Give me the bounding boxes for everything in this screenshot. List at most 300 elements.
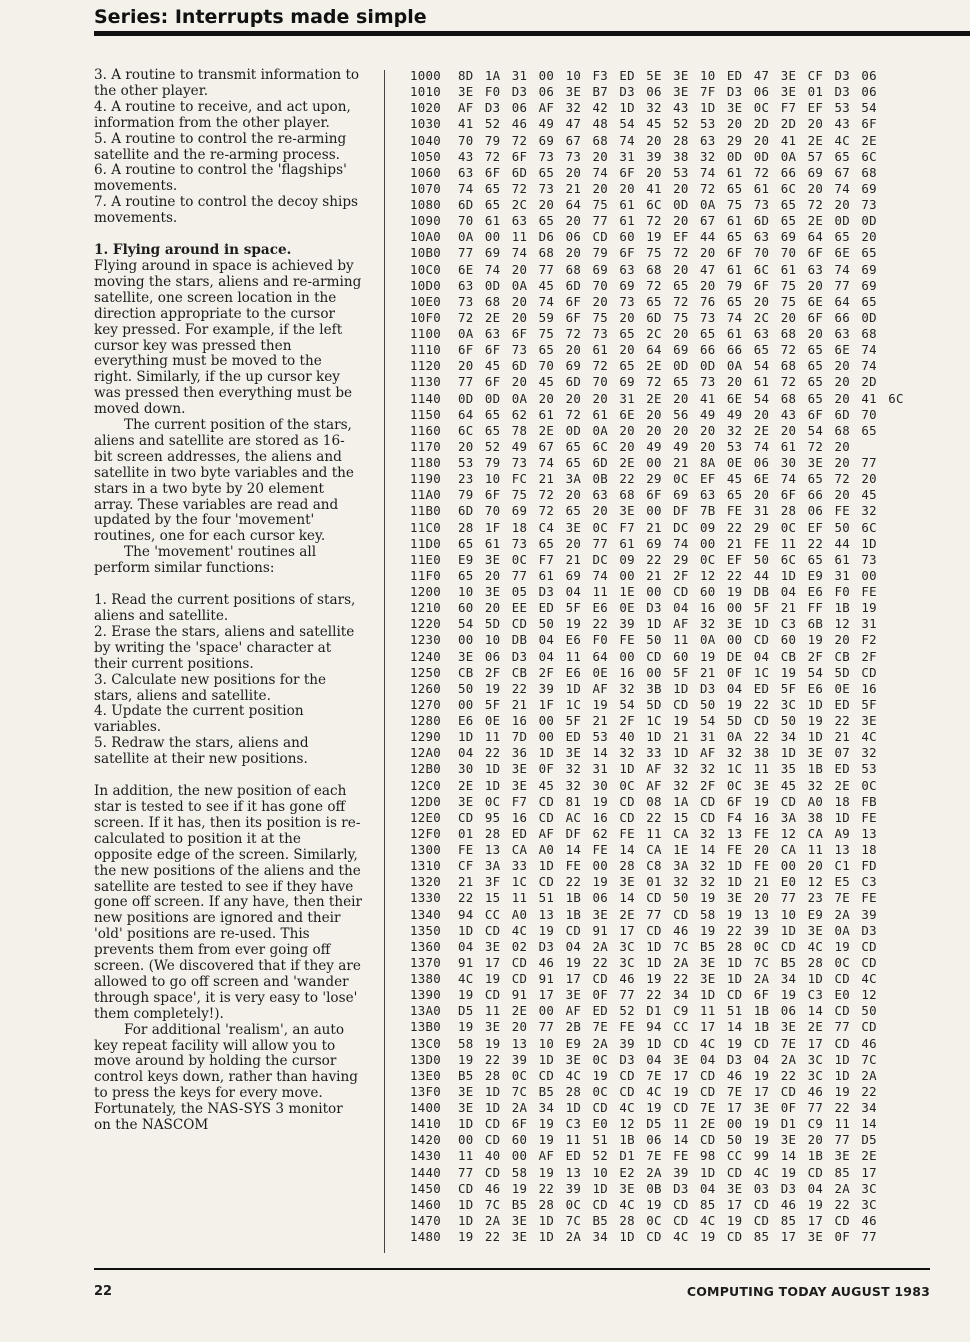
hex-byte: 6F	[565, 309, 582, 325]
hex-byte: ED	[726, 68, 743, 83]
hex-byte: 6D	[565, 277, 582, 293]
hex-byte: 17	[700, 1019, 716, 1035]
hex-row	[410, 697, 935, 713]
hex-byte: 65	[807, 358, 824, 374]
hex-byte: 67	[538, 438, 555, 454]
hex-address: 11B0	[410, 503, 442, 519]
hex-byte: 74	[834, 180, 850, 196]
hex-byte: 22	[726, 567, 743, 583]
hex-byte: DB	[753, 584, 770, 599]
hex-row	[410, 1213, 935, 1229]
hex-byte: 49	[700, 406, 716, 422]
hex-byte: 06	[753, 84, 770, 100]
hex-byte: 73	[458, 293, 474, 309]
hex-byte: 45	[780, 777, 797, 793]
hex-byte: 65	[753, 342, 770, 358]
hex-byte: 00	[511, 1148, 528, 1164]
hex-byte: 54	[458, 616, 474, 632]
hex-byte: 19	[780, 987, 797, 1003]
hex-byte: D3	[834, 84, 850, 100]
hex-byte: 65	[780, 197, 797, 212]
hex-row	[410, 1165, 935, 1181]
hex-byte: 79	[484, 132, 501, 148]
hex-byte: ED	[565, 729, 582, 745]
hex-address: 1350	[410, 922, 442, 938]
hex-byte: 30	[780, 455, 797, 470]
hex-byte: A0	[807, 793, 824, 809]
hex-byte: 2E	[646, 358, 662, 374]
hex-byte: 50	[726, 1132, 743, 1148]
hex-byte: 0A	[592, 422, 608, 438]
hex-byte: 20	[700, 245, 716, 261]
hex-byte: 69	[646, 535, 662, 551]
hex-byte: CD	[458, 809, 474, 825]
hex-byte: 04	[565, 584, 582, 599]
hex-byte: CD	[834, 1035, 850, 1051]
hex-byte: 0C	[780, 519, 797, 535]
hex-byte: 00	[538, 713, 555, 728]
hex-byte: 20	[753, 132, 770, 148]
hex-byte: 6C	[780, 180, 797, 196]
hex-byte: 2D	[861, 374, 877, 390]
hex-byte: 5D	[484, 616, 501, 632]
hex-byte: 21	[780, 600, 797, 616]
hex-byte: 0D	[861, 213, 877, 229]
hex-address: 1460	[410, 1196, 442, 1212]
hex-byte: 1C	[565, 696, 582, 712]
hex-byte: EE	[511, 600, 528, 616]
hex-byte: 51	[538, 890, 555, 906]
hex-byte: 1D	[700, 987, 716, 1003]
hex-byte: 5F	[565, 600, 582, 616]
hex-byte: 19	[565, 616, 582, 632]
hex-byte: 23	[458, 471, 474, 487]
hex-byte: 3E	[726, 890, 743, 906]
hex-byte: 1D	[673, 680, 689, 696]
hex-byte: 19	[700, 922, 716, 938]
hex-address: 1470	[410, 1212, 442, 1228]
hex-byte: 4C	[861, 729, 877, 745]
hex-address: 1140	[410, 390, 442, 406]
hex-byte: 20	[807, 1132, 824, 1148]
hex-byte: 28	[484, 825, 501, 841]
hex-byte: 20	[511, 261, 528, 277]
hex-byte: 19	[780, 1164, 797, 1180]
hex-byte: 20	[565, 342, 582, 358]
spacer	[94, 768, 362, 784]
hex-byte: 32	[673, 874, 689, 890]
column-divider	[384, 70, 385, 1253]
hex-byte: C8	[646, 858, 662, 874]
hex-byte: 04	[646, 1051, 662, 1067]
hex-byte: 45	[646, 116, 662, 132]
hex-byte: 0F	[538, 761, 555, 777]
hex-byte: 39	[753, 922, 770, 938]
hex-byte: 77	[646, 906, 662, 922]
hex-byte: 1C	[753, 664, 770, 680]
hex-byte: FE	[565, 858, 582, 874]
hex-byte: 69	[511, 503, 528, 519]
hex-byte: C4	[538, 519, 555, 535]
hex-byte: 13	[861, 825, 877, 841]
hex-byte: 1D	[458, 1196, 474, 1212]
hex-byte: 61	[780, 438, 797, 454]
hex-byte: 5F	[484, 696, 501, 712]
hex-byte: FE	[861, 584, 877, 599]
hex-byte: 50	[780, 713, 797, 728]
hex-byte: 1D	[834, 1051, 850, 1067]
hex-byte: 72	[565, 326, 582, 341]
hex-byte: 19	[458, 987, 474, 1003]
hex-byte: 2E	[834, 777, 850, 793]
hex-byte: FC	[511, 471, 528, 487]
hex-byte: 70	[592, 277, 608, 293]
hex-byte: 7E	[646, 1067, 662, 1083]
hex-byte: 19	[484, 1035, 501, 1051]
hex-byte: 00	[458, 1132, 474, 1148]
hex-byte: 64	[834, 293, 850, 309]
hex-byte: CD	[619, 793, 635, 809]
hex-byte: 69	[538, 132, 555, 148]
hex-byte: 1D	[726, 971, 743, 986]
hex-byte: 58	[458, 1035, 474, 1051]
series-title: Series: Interrupts made simple	[94, 6, 427, 28]
hex-byte: 53	[592, 729, 608, 745]
hex-byte: CD	[673, 1212, 689, 1228]
hex-byte: 10	[592, 1164, 608, 1180]
hex-byte: 3C	[807, 1051, 824, 1067]
hex-address: 13C0	[410, 1035, 442, 1051]
hex-byte: 3E	[673, 84, 689, 100]
hex-byte: 61	[484, 213, 501, 229]
hex-byte: 77	[458, 245, 474, 261]
hex-byte: CD	[484, 1164, 501, 1180]
hex-byte: 20	[565, 390, 582, 406]
hex-row	[410, 1036, 935, 1052]
hex-byte: 85	[700, 1196, 716, 1212]
hex-byte: 0A	[511, 390, 528, 406]
hex-byte: 79	[592, 245, 608, 261]
hex-row	[410, 229, 935, 245]
hex-byte: 1D	[700, 100, 716, 116]
hex-byte: 41	[700, 390, 716, 406]
hex-byte: 52	[673, 116, 689, 132]
hex-byte: 32	[619, 680, 635, 696]
hex-byte: CD	[861, 1019, 877, 1035]
hex-byte: 1B	[807, 761, 824, 777]
hex-byte: FE	[619, 1019, 635, 1035]
hex-byte: 0D	[726, 148, 743, 164]
hex-byte: 19	[726, 696, 743, 712]
hex-row	[410, 471, 935, 487]
hex-byte: 65	[861, 422, 877, 438]
hex-byte: 1D	[807, 729, 824, 745]
hex-byte: 19	[834, 1083, 850, 1099]
hex-byte: 58	[511, 1164, 528, 1180]
hex-byte: 60	[780, 632, 797, 648]
hex-row	[410, 616, 935, 632]
hex-byte: E6	[458, 713, 474, 728]
hex-byte: 0C	[592, 519, 608, 535]
hex-byte: 18	[511, 519, 528, 535]
hex-byte: 52	[484, 438, 501, 454]
hex-byte: 69	[484, 245, 501, 261]
hex-byte: 52	[484, 116, 501, 132]
hex-byte: D3	[538, 938, 555, 954]
hex-byte: E5	[834, 874, 850, 890]
hex-address: 1080	[410, 197, 442, 212]
hex-byte: 3C	[619, 954, 635, 970]
hex-byte: 3E	[807, 745, 824, 761]
hex-byte: 63	[807, 261, 824, 277]
hex-byte: 0C	[511, 551, 528, 567]
hex-row	[410, 181, 935, 197]
hex-byte: F7	[780, 100, 797, 116]
hex-byte: 20	[753, 406, 770, 422]
hex-byte: 72	[753, 164, 770, 180]
hex-byte: 61	[592, 342, 608, 358]
hex-byte: 67	[700, 213, 716, 229]
hex-byte: 2F	[861, 648, 877, 664]
hex-byte: 0E	[834, 680, 850, 696]
hex-byte: F7	[538, 551, 555, 567]
hex-byte: 65	[565, 438, 582, 454]
hex-address: 1130	[410, 374, 442, 390]
hex-byte: 06	[565, 229, 582, 245]
hex-byte: 04	[538, 632, 555, 648]
hex-byte: 1D	[780, 567, 797, 583]
hex-byte: 32	[861, 503, 877, 519]
hex-row	[410, 84, 935, 100]
hex-byte: CD	[700, 1067, 716, 1083]
hex-byte: 22	[565, 874, 582, 890]
hex-byte: 1D	[834, 809, 850, 825]
hex-byte: 23	[807, 890, 824, 906]
hex-byte: 20	[511, 309, 528, 325]
hex-byte: 19	[861, 600, 877, 616]
hex-byte: 1D	[538, 1229, 555, 1244]
hex-row	[410, 826, 935, 842]
hex-byte: 17	[673, 1067, 689, 1083]
hex-byte: 20	[673, 390, 689, 406]
hex-byte: 50	[538, 616, 555, 632]
hex-byte: 8A	[700, 455, 716, 470]
hex-byte: FE	[673, 1148, 689, 1164]
hex-byte: 2E	[619, 906, 635, 922]
hex-byte: 6F	[780, 487, 797, 503]
hex-byte: 19	[780, 664, 797, 680]
hex-row	[410, 810, 935, 826]
hex-byte: 46	[673, 922, 689, 938]
hex-byte: EF	[673, 229, 689, 245]
hex-byte: 3B	[646, 680, 662, 696]
hex-byte: 20	[807, 858, 824, 874]
hex-row	[410, 133, 935, 149]
hex-byte: 0C	[565, 1196, 582, 1212]
hex-byte: 22	[484, 1229, 501, 1244]
hex-byte: 3E	[753, 1100, 770, 1115]
hex-byte: B5	[538, 1083, 555, 1099]
hex-byte: 3E	[673, 1051, 689, 1067]
hex-byte: 42	[592, 100, 608, 116]
hex-byte: 3E	[458, 648, 474, 664]
hex-byte: 1D	[458, 1212, 474, 1228]
hex-byte: 20	[700, 438, 716, 454]
hex-byte: 31	[619, 148, 635, 164]
hex-byte: 4C	[673, 1229, 689, 1244]
magazine-footer: COMPUTING TODAY AUGUST 1983	[686, 1284, 930, 1299]
hex-byte: 0E	[726, 455, 743, 470]
hex-byte: 30	[592, 777, 608, 793]
hex-byte: 00	[538, 68, 555, 83]
hex-byte: 6F	[458, 342, 474, 358]
hex-byte: 77	[619, 987, 635, 1003]
hex-byte: 19	[592, 874, 608, 890]
hex-byte: 67	[834, 164, 850, 180]
hex-address: 1190	[410, 471, 442, 487]
hex-byte: 2E	[807, 213, 824, 229]
hex-byte: 68	[780, 358, 797, 374]
hex-byte: 79	[726, 277, 743, 293]
hex-byte: 77	[458, 1164, 474, 1180]
hex-byte: CD	[700, 1132, 716, 1148]
hex-byte: 43	[780, 406, 797, 422]
hex-byte: 11	[565, 648, 582, 664]
hex-byte: 0F	[780, 1100, 797, 1115]
hex-byte: 46	[619, 971, 635, 986]
hex-byte: 66	[780, 164, 797, 180]
hex-byte: 4C	[619, 1196, 635, 1212]
hex-address: 1290	[410, 729, 442, 745]
hex-byte: 21	[673, 729, 689, 745]
hex-byte: CD	[673, 1035, 689, 1051]
hex-byte: 20	[700, 422, 716, 438]
hex-byte: 74	[834, 261, 850, 277]
hex-byte: 69	[861, 261, 877, 277]
hex-byte: 20	[619, 438, 635, 454]
hex-byte: 54	[753, 358, 770, 374]
hex-byte: 50	[700, 696, 716, 712]
hex-byte: 32	[700, 874, 716, 890]
hex-byte: 1D	[646, 954, 662, 970]
hex-byte: 68	[780, 390, 797, 406]
hex-byte: 0D	[753, 148, 770, 164]
hex-byte: 6F	[484, 487, 501, 503]
hex-byte: 46	[861, 1212, 877, 1228]
hex-byte: 2B	[565, 1019, 582, 1035]
hex-byte: 73	[538, 180, 555, 196]
hex-byte: 1D	[538, 745, 555, 761]
hex-byte: 38	[807, 809, 824, 825]
hex-byte: FE	[726, 842, 743, 857]
hex-byte: 3C	[780, 696, 797, 712]
hex-byte: FE	[753, 825, 770, 841]
hex-byte: 14	[619, 890, 635, 906]
hex-byte: 06	[511, 100, 528, 116]
hex-byte: 7F	[700, 84, 716, 100]
hex-byte: 75	[646, 245, 662, 261]
hex-byte: 73	[861, 551, 877, 567]
hex-byte: 0D	[861, 309, 877, 325]
hex-byte: CB	[780, 648, 797, 664]
hex-byte: 06	[753, 455, 770, 470]
hex-byte: 6E	[834, 342, 850, 358]
hex-byte: 81	[565, 793, 582, 809]
hex-byte: 73	[753, 197, 770, 212]
hex-byte: 0E	[619, 600, 635, 616]
hex-byte: 00	[646, 584, 662, 599]
hex-byte: 2E	[861, 1148, 877, 1164]
hex-byte: 34	[538, 1100, 555, 1115]
hex-byte: CD	[726, 987, 743, 1003]
hex-byte: 20	[646, 422, 662, 438]
hex-byte: 6E	[726, 390, 743, 406]
hex-byte: E6	[807, 584, 824, 599]
hex-byte: 0C	[592, 1083, 608, 1099]
hex-byte: 20	[565, 245, 582, 261]
hex-byte: 19	[538, 1164, 555, 1180]
hex-byte: 14	[807, 1003, 824, 1019]
hex-byte: 0C	[619, 777, 635, 793]
hex-byte: 19	[484, 971, 501, 986]
hex-byte: 7C	[565, 1212, 582, 1228]
hex-byte: 68	[780, 326, 797, 341]
hex-row	[410, 987, 935, 1003]
hex-byte: 11	[807, 842, 824, 857]
hex-byte: 2F	[700, 777, 716, 793]
hex-address: 10A0	[410, 229, 442, 245]
hex-byte: 77	[834, 1019, 850, 1035]
hex-byte: 65	[834, 229, 850, 245]
hex-byte: 51	[592, 1132, 608, 1148]
hex-byte: CD	[511, 971, 528, 986]
hex-row	[410, 552, 935, 568]
hex-byte: 1D	[484, 1100, 501, 1115]
hex-row	[410, 213, 935, 229]
hex-byte: FE	[861, 809, 877, 825]
hex-byte: 2E	[807, 1019, 824, 1035]
hex-byte: 4C	[700, 1035, 716, 1051]
hex-byte: 00	[726, 1116, 743, 1132]
hex-address: 1070	[410, 180, 442, 196]
hex-byte: 3E	[807, 922, 824, 938]
hex-byte: 32	[565, 777, 582, 793]
hex-byte: 32	[619, 745, 635, 761]
hex-byte: 3E	[484, 584, 501, 599]
hex-byte: 1D	[646, 1035, 662, 1051]
hex-byte: 45	[538, 777, 555, 793]
hex-byte: 65	[807, 551, 824, 567]
hex-byte: 1D	[484, 1083, 501, 1099]
hex-byte: 72	[646, 277, 662, 293]
hex-byte: 72	[700, 180, 716, 196]
hex-row	[410, 423, 935, 439]
hex-byte: 68	[861, 326, 877, 341]
hex-byte: 6F	[619, 245, 635, 261]
hex-byte: 75	[673, 309, 689, 325]
hex-byte: 74	[592, 164, 608, 180]
hex-address: 1360	[410, 938, 442, 954]
hex-byte: E0	[592, 1116, 608, 1132]
hex-byte: 47	[753, 68, 770, 83]
hex-byte: 17	[619, 922, 635, 938]
hex-byte: 75	[726, 197, 743, 212]
hex-byte: 6E	[619, 406, 635, 422]
hex-byte: 6C	[861, 148, 877, 164]
hex-byte: 29	[673, 551, 689, 567]
hex-byte: ED	[538, 600, 555, 616]
hex-byte: DC	[673, 519, 689, 535]
